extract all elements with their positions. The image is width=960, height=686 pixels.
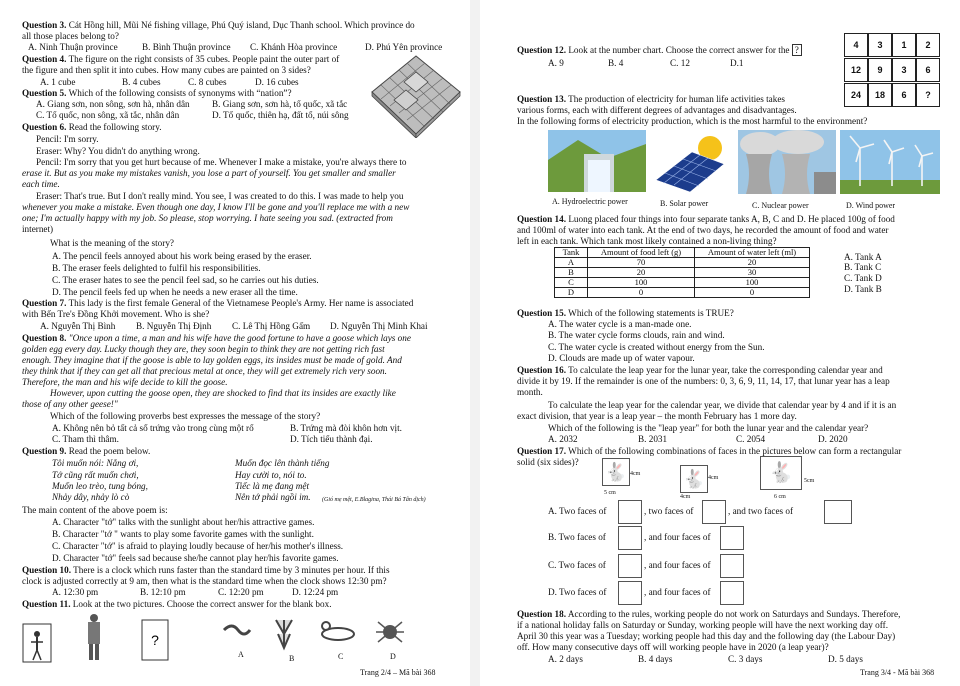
q6-option-b[interactable]: B. The eraser feels delighted to fulfil his responsibilities.: [52, 263, 261, 273]
chart-cell: 1: [892, 33, 916, 57]
poem-line: Nhảy dây, nhảy lò cò: [52, 492, 130, 502]
q3-option-c[interactable]: C. Khánh Hòa province: [250, 42, 338, 52]
q13-text: The production of electricity for human life activities takes: [568, 94, 786, 104]
q8-line: golden egg every day. Lucky though they are, they soon begin to think they are not getting rich fast: [22, 344, 385, 354]
q5-option-d[interactable]: D. Tổ quốc, thiên hạ, đất tổ, núi sông: [212, 110, 349, 120]
q6-label: Question 6.: [22, 122, 67, 132]
q13-option-d[interactable]: D. Wind power: [846, 201, 896, 210]
chart-cell: 3: [868, 33, 892, 57]
rabbit-face-large: [760, 456, 802, 490]
q13-label: Question 13.: [517, 94, 567, 104]
q4-option-b[interactable]: B. 4 cubes: [122, 77, 161, 87]
dim-label: 5 cm: [604, 490, 616, 496]
q9-option-d[interactable]: D. Character "tớ" feels sad because she/he cannot play her/his favorite games.: [52, 553, 339, 563]
q5-option-b[interactable]: B. Giang sơn, sơn hà, tổ quốc, xã tắc: [212, 99, 348, 109]
poem-line: Muốn leo trèo, tung bóng,: [52, 481, 148, 491]
page-3: [480, 0, 960, 686]
q12-text: Look at the number chart. Choose the correct answer for the: [568, 45, 790, 55]
q10-option-a[interactable]: A. 12:30 pm: [52, 587, 99, 597]
q9-option-b[interactable]: B. Character "tớ " wants to play some favorite games with the sunlight.: [52, 529, 314, 539]
dim-label: 4cm: [630, 471, 641, 477]
q18-line: if a national holiday falls on Saturday or Sunday, working people will have the next working day off.: [517, 620, 888, 630]
q10-text2: clock is adjusted correctly at 9 am, then what is the standard time when the clock shows 12:30 pm?: [22, 576, 387, 586]
dim-label: 4cm: [680, 494, 691, 500]
q16-label: Question 16.: [517, 365, 567, 375]
q8-line: "Once upon a time, a man and his wife have the good fortune to have a goose which lays one: [68, 333, 411, 343]
q4-option-d[interactable]: D. 16 cubes: [255, 77, 299, 87]
q12-option-c[interactable]: C. 12: [670, 58, 690, 68]
q16-option-a[interactable]: A. 2032: [548, 434, 578, 444]
q7-option-d[interactable]: D. Nguyễn Thị Minh Khai: [330, 321, 428, 331]
q11-option-a[interactable]: A: [238, 650, 244, 659]
q5-option-a[interactable]: A. Giang sơn, non sông, sơn hà, nhân dân: [36, 99, 190, 109]
q17-option-b-mid: , and four faces of: [644, 532, 711, 542]
q12-label: Question 12.: [517, 45, 567, 55]
q6-story-line: erase it. But as you make my mistakes vanish, you lose a part of yourself. You get smaller and smaller: [22, 168, 396, 178]
rabbit-face-small: [618, 526, 642, 550]
page-footer: Trang 2/4 – Mã bài 368: [360, 668, 436, 677]
q10-label: Question 10.: [22, 565, 72, 575]
q18-line: According to the rules, working people do not work on Saturdays and Sundays. Therefore,: [567, 609, 901, 619]
q6-story-line: each time.: [22, 179, 60, 189]
q16-line: To calculate the leap year for the lunar year, take the corresponding calendar year and: [568, 365, 883, 375]
poem-line: Hay cười to, nói to.: [235, 470, 307, 480]
rabbit-face-medium: [702, 500, 726, 524]
q14-option-d[interactable]: D. Tank B: [844, 284, 882, 294]
q14-option-c[interactable]: C. Tank D: [844, 273, 882, 283]
dim-label: 5cm: [804, 478, 815, 484]
q9-label: Question 9.: [22, 446, 67, 456]
q10-option-c[interactable]: C. 12:20 pm: [218, 587, 264, 597]
q7-text2: with Bến Tre's Đồng Khởi movement. Who is she?: [22, 309, 210, 319]
page-footer: Trang 3/4 - Mã bài 368: [860, 668, 935, 677]
q16-line: Which of the following is the "leap year" for both the lunar year and the calendar year?: [548, 423, 869, 433]
q5-label: Question 5.: [22, 88, 67, 98]
q18-option-d[interactable]: D. 5 days: [828, 654, 863, 664]
q6-prompt: What is the meaning of the story?: [50, 238, 174, 248]
q6-story-line: Eraser: Why? You didn't do anything wrong.: [36, 146, 200, 156]
q6-story-line: Eraser: That's true. But I don't really mind. You see, I was created to do this. I was made to help you: [36, 191, 404, 201]
q3-text: Cát Hồng hill, Mũi Né fishing village, Phú Quý island, Dục Thanh school. Which province do: [68, 20, 415, 30]
q6-story-line: whenever you make a mistake. Even though one day, I know I'll be gone and you'll replace me with a new: [22, 202, 410, 212]
q10-text: There is a clock which runs faster than the standard time by 3 minutes per hour. If this: [73, 565, 390, 575]
q7-text: This lady is the first female General of the Vietnamese People's Army. Her name is associated: [68, 298, 414, 308]
table-row: B 20 30: [555, 268, 810, 278]
rabbit-icon: 🐇: [682, 469, 706, 489]
poem-credit: (Gió mẹ mệt, E.Blagina, Thái Bá Tân dịch): [322, 497, 426, 503]
q7-option-c[interactable]: C. Lê Thị Hồng Gấm: [232, 321, 311, 331]
q17-option-b[interactable]: B. Two faces of: [548, 532, 606, 542]
q18-option-b[interactable]: B. 4 days: [638, 654, 673, 664]
q13-text2: various forms, each with different degrees of advantages and disadvantages.: [517, 105, 797, 115]
rabbit-face-small: [618, 554, 642, 578]
q6-story-line: Pencil: I'm sorry that you get hurt because of me. Whenever I make a mistake, you're always there to: [36, 157, 407, 167]
q11-options-pictures: [218, 612, 418, 652]
poem-line: Tiếc là mẹ đang mệt: [235, 481, 309, 491]
nuclear-picture: [738, 130, 836, 194]
q10-option-b[interactable]: B. 12:10 pm: [140, 587, 186, 597]
q4-option-c[interactable]: C. 8 cubes: [188, 77, 227, 87]
q17-option-a[interactable]: A. Two faces of: [548, 506, 607, 516]
q15-option-a[interactable]: A. The water cycle is a man-made one.: [548, 319, 692, 329]
q17-option-a-end: , and two faces of: [728, 506, 794, 516]
q5-text: Which of the following consists of synonyms with “nation”?: [68, 88, 292, 98]
q11-option-d[interactable]: D: [390, 652, 396, 661]
q3-option-d[interactable]: D. Phú Yên province: [365, 42, 443, 52]
dim-label: 6 cm: [774, 494, 786, 500]
q17-option-a-mid: , two faces of: [644, 506, 694, 516]
chart-cell: ?: [916, 83, 940, 107]
q18-option-c[interactable]: C. 3 days: [728, 654, 763, 664]
q14-option-a[interactable]: A. Tank A: [844, 252, 882, 262]
q16-line: To calculate the leap year for the calendar year, we divide that calendar year by 4 and if it is an: [548, 400, 897, 410]
q8-line: those of any other geese!": [22, 399, 118, 409]
q9-option-c[interactable]: C. Character "tớ" is afraid to playing loudly because of her/his mother's illness.: [52, 541, 344, 551]
q13-text3: In the following forms of electricity production, which is the most harmful to the environment?: [517, 116, 868, 126]
q16-option-b[interactable]: B. 2031: [638, 434, 668, 444]
rabbit-face-large: [824, 500, 852, 524]
q6-option-c[interactable]: C. The eraser hates to see the pencil feel sad, so he carries out his duties.: [52, 275, 319, 285]
rabbit-icon: 🐇: [604, 462, 628, 482]
chart-cell: 3: [892, 58, 916, 82]
q17-text2: solid (six sides)?: [517, 457, 579, 467]
q6-option-d[interactable]: D. The pencil feels fed up when he needs a new eraser all the time.: [52, 287, 298, 297]
q13-option-c[interactable]: C. Nuclear power: [752, 201, 809, 210]
q8-option-d[interactable]: D. Tích tiểu thành đại.: [290, 434, 373, 444]
rabbit-face-medium: [618, 581, 642, 605]
q17-label: Question 17.: [517, 446, 567, 456]
rabbit-face-small: [602, 458, 630, 486]
q7-option-b[interactable]: B. Nguyễn Thị Định: [136, 321, 212, 331]
rabbit-face-large: [720, 554, 744, 578]
q18-line: off. How many consecutive days off will working people have in 2020 (a leap year)?: [517, 642, 829, 652]
rabbit-face-small: [618, 500, 642, 524]
q12-option-b[interactable]: B. 4: [608, 58, 624, 68]
q8-line: However, upon cutting the goose open, they are shocked to find that its insides are exactly like: [50, 388, 396, 398]
q9-text: Read the poem below.: [68, 446, 151, 456]
q8-option-b[interactable]: B. Trứng mà đòi khôn hơn vịt.: [290, 423, 402, 433]
q8-line: Therefore, the man and his wife decide to kill the goose.: [22, 377, 228, 387]
chart-cell: 24: [844, 83, 868, 107]
q14-label: Question 14.: [517, 214, 567, 224]
poem-line: Tớ cũng rất muốn chơi,: [52, 470, 139, 480]
q3-text2: all those places belong to?: [22, 31, 119, 41]
q9-option-a[interactable]: A. Character "tớ" talks with the sunlight about her/his attractive games.: [52, 517, 315, 527]
wind-picture: [840, 130, 940, 194]
q3-option-a[interactable]: A. Ninh Thuận province: [28, 42, 118, 52]
q15-option-b[interactable]: B. The water cycle forms clouds, rain and wind.: [548, 330, 725, 340]
q8-label: Question 8.: [22, 333, 67, 343]
q6-option-a[interactable]: A. The pencil feels annoyed about his work being erased by the eraser.: [52, 251, 312, 261]
chart-cell: 6: [892, 83, 916, 107]
q18-option-a[interactable]: A. 2 days: [548, 654, 583, 664]
svg-text:?: ?: [151, 632, 159, 648]
q14-text: Luong placed four things into four separate tanks A, B, C and D. He placed 100g of food: [568, 214, 895, 224]
q15-option-d[interactable]: D. Clouds are made up of water vapour.: [548, 353, 695, 363]
q3-option-b[interactable]: B. Bình Thuận province: [142, 42, 231, 52]
q7-label: Question 7.: [22, 298, 67, 308]
q7-option-a[interactable]: A. Nguyễn Thị Bình: [40, 321, 116, 331]
q4-option-a[interactable]: A. 1 cube: [40, 77, 76, 87]
q4-text: The figure on the right consists of 35 cubes. People paint the outer part of: [68, 54, 340, 64]
poem-line: Nên tớ phải ngồi im.: [235, 492, 311, 502]
q11-label: Question 11.: [22, 599, 71, 609]
chart-cell: 18: [868, 83, 892, 107]
q17-option-c[interactable]: C. Two faces of: [548, 560, 606, 570]
q17-option-d-mid: , and four faces of: [644, 587, 711, 597]
q6-story-line: internet): [22, 224, 54, 234]
rabbit-face-medium: [720, 526, 744, 550]
rabbit-icon: 🐇: [768, 462, 794, 484]
page-gutter: [470, 0, 480, 686]
q8-option-a[interactable]: A. Không nên bỏ tất cả số trứng vào trong cùng một rổ: [52, 423, 254, 433]
q3-label: Question 3.: [22, 20, 67, 30]
table-header: Amount of food left (g): [588, 248, 695, 258]
q16-option-c[interactable]: C. 2054: [736, 434, 766, 444]
q16-line: month.: [517, 387, 543, 397]
q18-line: April 30 this year was a Tuesday; working people had this day and the following day (the Labour Day): [517, 631, 896, 641]
q4-label: Question 4.: [22, 54, 67, 64]
q15-text: Which of the following statements is TRUE?: [568, 308, 734, 318]
chart-cell: 6: [916, 58, 940, 82]
q18-label: Question 18.: [517, 609, 567, 619]
q11-picture-pair: [22, 612, 222, 664]
q9-prompt: The main content of the above poem is:: [22, 505, 168, 515]
chart-cell: 2: [916, 33, 940, 57]
q10-option-d[interactable]: D. 12:24 pm: [292, 587, 339, 597]
q11-option-b[interactable]: B: [289, 654, 295, 663]
q8-prompt: Which of the following proverbs best expresses the message of the story?: [50, 411, 321, 421]
q12-qmark: ?: [792, 44, 802, 56]
q6-story-line: Pencil: I'm sorry.: [36, 134, 99, 144]
q11-text: Look at the two pictures. Choose the correct answer for the blank box.: [72, 599, 332, 609]
solar-picture: [652, 130, 732, 192]
table-row: D 0 0: [555, 288, 810, 298]
table-header: Tank: [555, 248, 588, 258]
q17-text: Which of the following combinations of faces in the pictures below can form a rectangular: [568, 446, 902, 456]
q17-option-c-mid: , and four faces of: [644, 560, 711, 570]
tank-table: [554, 247, 810, 298]
q14-text2: and 100ml of water into each tank. At the end of two days, he recorded the amount of food and water: [517, 225, 889, 235]
q12-option-a[interactable]: A. 9: [548, 58, 564, 68]
q8-line: enough. They imagine that if the goose is able to lay golden eggs, its insides must be made of gold. And: [22, 355, 402, 365]
poem-line: Muốn đọc lên thành tiếng: [235, 458, 330, 468]
chart-cell: 12: [844, 58, 868, 82]
page-2: [0, 0, 470, 686]
cube-figure: [370, 52, 462, 138]
q6-story-line: one; I'm actually happy with my job. So please, stop worrying. I hate seeing you sad. (extracted from: [22, 213, 393, 223]
q14-text3: left in each tank. Which tank most likely contained a non-living thing?: [517, 236, 777, 246]
q6-text: Read the following story.: [68, 122, 162, 132]
rabbit-face-medium: [680, 465, 708, 493]
table-row: C 100 100: [555, 278, 810, 288]
poem-line: Tôi muốn nói: Nắng ơi,: [52, 458, 139, 468]
q16-line: divide it by 19. If the remainder is one of the numbers: 0, 3, 6, 9, 11, 14, 17, that lunar year has a leap: [517, 376, 890, 386]
chart-cell: 9: [868, 58, 892, 82]
q16-line: exact division, that year is a leap year – the month February has 1 more day.: [517, 411, 797, 421]
q16-option-d[interactable]: D. 2020: [818, 434, 848, 444]
q17-option-d[interactable]: D. Two faces of: [548, 587, 607, 597]
q5-option-c[interactable]: C. Tổ quốc, non sông, xã tắc, nhân dân: [36, 110, 180, 120]
chart-cell: 4: [844, 33, 868, 57]
dim-label: 4cm: [708, 475, 719, 481]
table-row: A 70 20: [555, 258, 810, 268]
rabbit-face-large: [720, 581, 744, 605]
table-header: Amount of water left (ml): [695, 248, 810, 258]
hydroelectric-picture: [548, 130, 646, 192]
q14-option-b[interactable]: B. Tank C: [844, 262, 882, 272]
q15-option-c[interactable]: C. The water cycle is created without energy from the Sun.: [548, 342, 765, 352]
q13-option-b[interactable]: B. Solar power: [660, 199, 709, 208]
q13-option-a[interactable]: A. Hydroelectric power: [552, 197, 628, 206]
q12-option-d[interactable]: D.1: [730, 58, 744, 68]
q8-line: they think that if they can get all that precious metal at once, they will get extremely rich very soon.: [22, 366, 387, 376]
q8-option-c[interactable]: C. Tham thì thâm.: [52, 434, 119, 444]
q4-text2: the figure and then split it into cubes. How many cubes are painted on 3 sides?: [22, 65, 311, 75]
q11-option-c[interactable]: C: [338, 652, 344, 661]
q15-label: Question 15.: [517, 308, 567, 318]
